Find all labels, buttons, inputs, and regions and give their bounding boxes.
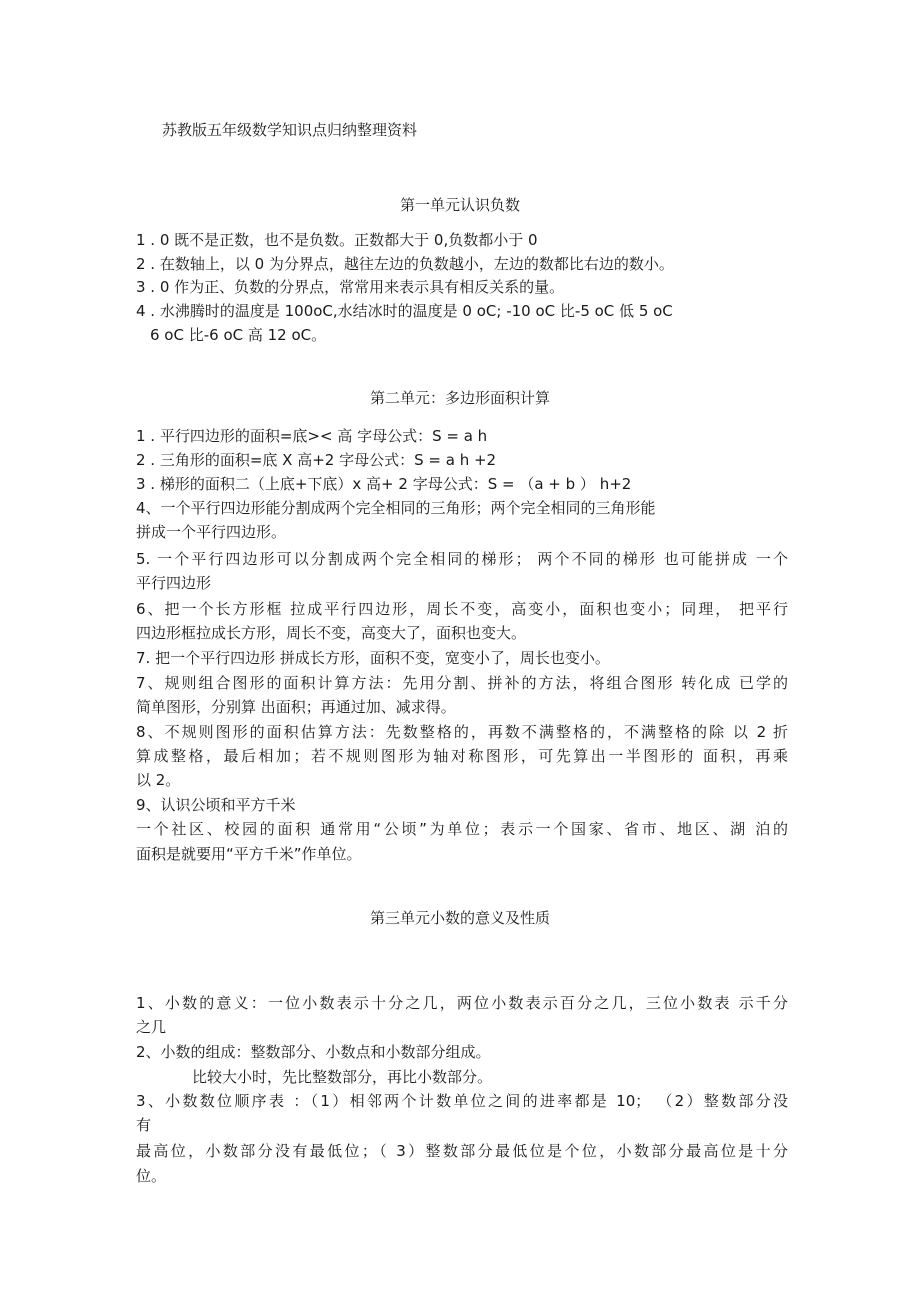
unit2-line-7: 平行四边形 <box>136 574 212 592</box>
unit3-line-5: 3、小数数位顺序表 ：（1）相邻两个计数单位之间的进率都是 10； （2）整数部分没 <box>136 1092 788 1110</box>
unit3-line-7: 最高位，小数部分没有最低位；（ 3）整数部分最低位是个位，小数部分最高位是十分 <box>136 1142 788 1160</box>
unit2-line-18: 面积是就要用“平方千米”作单位。 <box>136 845 362 863</box>
unit1-heading: 第一单元认识负数 <box>399 196 520 214</box>
unit1-line-5: 6 oC 比-6 oC 高 12 oC。 <box>150 326 327 344</box>
unit3-line-4: 比较大小时，先比整数部分，再比小数部分。 <box>192 1068 493 1086</box>
unit2-line-16: 9、认识公顷和平方千米 <box>136 796 296 814</box>
unit3-line-3: 2、小数的组成：整数部分、小数点和小数部分组成。 <box>136 1043 491 1061</box>
unit2-line-11: 7、规则组合图形的面积计算方法：先用分割、拼补的方法，将组合图形 转化成 已学的 <box>136 674 788 692</box>
unit2-heading: 第二单元：多边形面积计算 <box>369 389 550 407</box>
unit1-line-4: 4 . 水沸腾时的温度是 100oC,水结冰时的温度是 0 oC; -10 oC 比-5 oC 低 5 oC <box>136 302 673 320</box>
unit2-line-12: 简单图形，分别算 出面积；再通过加、减求得。 <box>136 698 456 716</box>
unit2-line-3: 3 . 梯形的面积二（上底+下底）x 高+ 2 字母公式：S = （a + b ） h+2 <box>136 475 632 493</box>
unit3-line-1: 1、小数的意义：一位小数表示十分之几，两位小数表示百分之几，三位小数表 示千分 <box>136 994 788 1012</box>
unit2-line-17: 一个社区、校园的面积 通常用“公顷”为单位；表示一个国家、省市、地区、湖 泊的 <box>136 820 788 838</box>
unit3-line-6: 有 <box>136 1116 152 1134</box>
unit2-line-14: 算成整格，最后相加；若不规则图形为轴对称图形，可先算出一半图形的 面积，再乘 <box>136 747 788 765</box>
unit3-heading: 第三单元小数的意义及性质 <box>369 909 550 927</box>
unit2-line-10: 7. 把一个平行四边形 拼成长方形，面积不变，宽变小了，周长也变小。 <box>136 649 610 667</box>
unit2-line-6: 5. 一个平行四边形可以分割成两个完全相同的梯形； 两个不同的梯形 也可能拼成 一个 <box>136 550 788 568</box>
unit1-line-3: 3 . 0 作为正、负数的分界点，常常用来表示具有相反关系的量。 <box>136 278 565 296</box>
unit1-line-1: 1 . 0 既不是正数，也不是负数。正数都大于 0,负数都小于 0 <box>136 231 538 249</box>
unit2-line-5: 拼成一个平行四边形。 <box>136 523 287 541</box>
unit2-line-15: 以 2。 <box>136 771 181 789</box>
unit2-line-1: 1 . 平行四边形的面积=底>< 高 字母公式：S = a h <box>136 427 488 445</box>
unit3-line-8: 位。 <box>136 1167 167 1185</box>
unit2-line-9: 四边形框拉成长方形，周长不变，高变大了，面积也变大。 <box>136 624 527 642</box>
unit2-line-8: 6、把一个长方形框 拉成平行四边形，周长不变，高变小，面积也变小；同理， 把平行 <box>136 600 788 618</box>
document-title: 苏教版五年级数学知识点归纳整理资料 <box>162 121 418 139</box>
unit3-line-2: 之几 <box>136 1018 167 1036</box>
unit2-line-4: 4、一个平行四边形能分割成两个完全相同的三角形；两个完全相同的三角形能 <box>136 499 656 517</box>
unit2-line-2: 2 . 三角形的面积=底 X 高+2 字母公式：S = a h +2 <box>136 451 497 469</box>
unit2-line-13: 8、不规则图形的面积估算方法：先数整格的，再数不满整格的，不满整格的除 以 2 折 <box>136 723 788 741</box>
unit1-line-2: 2 . 在数轴上，以 0 为分界点，越往左边的负数越小，左边的数都比右边的数小。 <box>136 255 674 273</box>
